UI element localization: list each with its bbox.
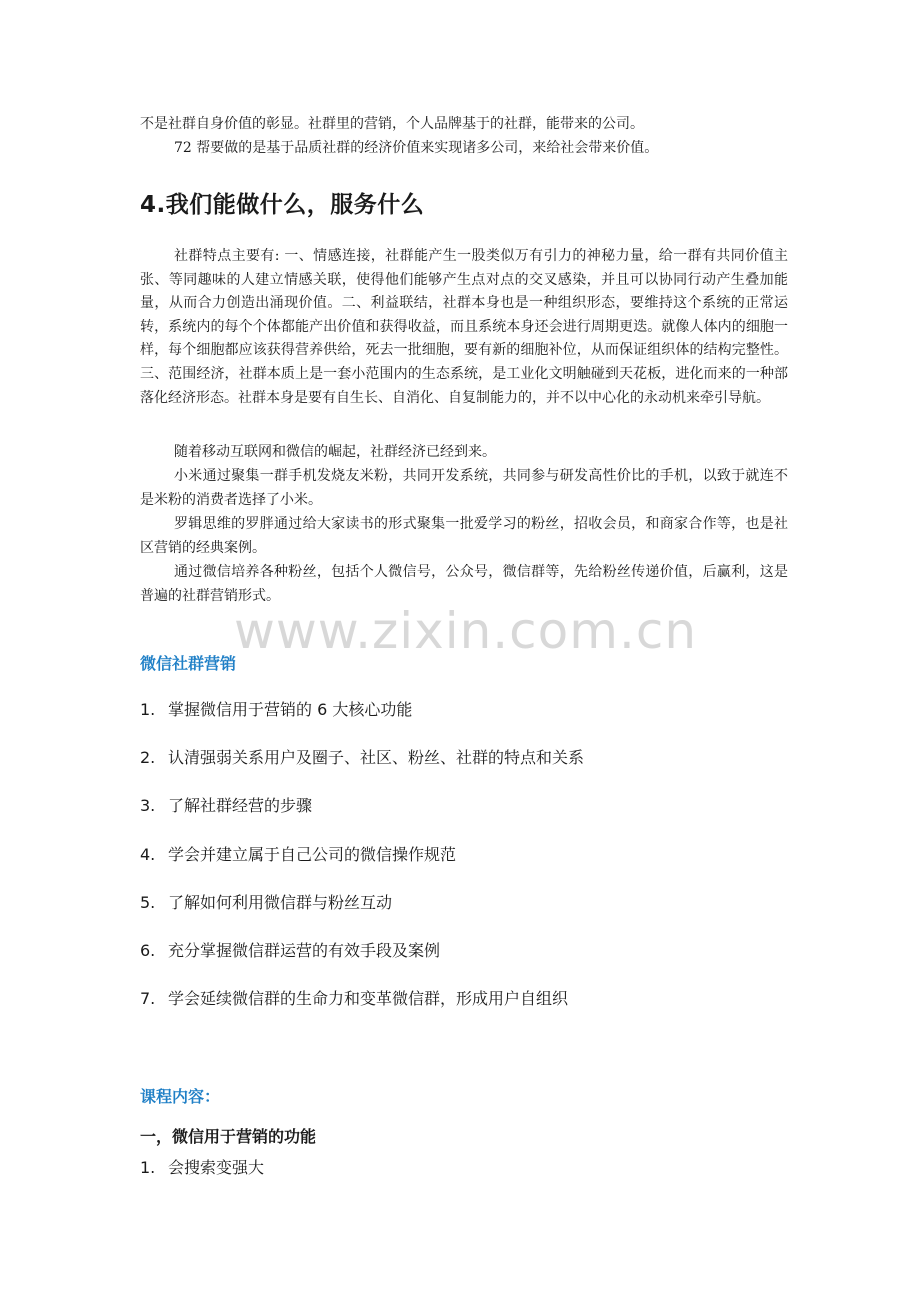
list-item-number: 1. — [140, 700, 156, 719]
list-item-number: 2. — [140, 748, 156, 767]
list-item — [140, 1155, 264, 1178]
list-item — [140, 697, 412, 720]
paragraph-luoji: 罗辑思维的罗胖通过给大家读书的形式聚集一批爱学习的粉丝，招收会员，和商家合作等，也是社区营销的经典案例。 — [140, 516, 788, 556]
wechat-section-title: 微信社群营销 — [140, 654, 237, 673]
list-item-text: 了解社群经营的步骤 — [168, 796, 313, 815]
list-item-text: 会搜索变强大 — [168, 1158, 265, 1177]
section-heading: 4.我们能做什么，服务什么 — [140, 192, 425, 218]
list-item — [140, 890, 392, 913]
list-item — [140, 745, 584, 768]
list-item-number: 3. — [140, 796, 156, 815]
list-item-text: 认清强弱关系用户及圈子、社区、粉丝、社群的特点和关系 — [168, 748, 585, 767]
course-subtitle: 一，微信用于营销的功能 — [140, 1127, 317, 1146]
list-item — [140, 938, 440, 961]
list-item-text: 充分掌握微信群运营的有效手段及案例 — [168, 941, 441, 960]
list-item-text: 学会并建立属于自己公司的微信操作规范 — [168, 845, 457, 864]
course-section-title: 课程内容： — [140, 1087, 221, 1106]
list-item — [140, 986, 568, 1009]
list-item-text: 学会延续微信群的生命力和变革微信群，形成用户自组织 — [168, 989, 569, 1008]
list-item-number: 1. — [140, 1158, 156, 1177]
watermark: www.zixin.com.cn — [234, 602, 698, 660]
list-item-number: 6. — [140, 941, 156, 960]
paragraph-mobile-internet: 随着移动互联网和微信的崛起，社群经济已经到来。 — [174, 444, 496, 460]
list-item — [140, 842, 456, 865]
paragraph-wechat-fans: 通过微信培养各种粉丝，包括个人微信号，公众号，微信群等，先给粉丝传递价值，后赢利，这是普遍的社群营销形式。 — [140, 564, 788, 604]
paragraph-xiaomi: 小米通过聚集一群手机发烧友米粉，共同开发系统，共同参与研发高性价比的手机，以致于就连不是米粉的消费者选择了小米。 — [140, 468, 788, 508]
list-item — [140, 793, 312, 816]
list-item-number: 7. — [140, 989, 156, 1008]
paragraph-intro-end: 不是社群自身价值的彰显。社群里的营销，个人品牌基于的社群，能带来的公司。 — [140, 116, 644, 132]
list-item-number: 5. — [140, 893, 156, 912]
paragraph-72-bang: 72 帮要做的是基于品质社群的经济价值来实现诸多公司，来给社会带来价值。 — [174, 140, 659, 156]
list-item-number: 4. — [140, 845, 156, 864]
list-item-text: 掌握微信用于营销的 6 大核心功能 — [168, 700, 413, 719]
list-item-text: 了解如何利用微信群与粉丝互动 — [168, 893, 393, 912]
paragraph-community-features: 社群特点主要有: 一、情感连接，社群能产生一股类似万有引力的神秘力量，给一群有共同价值主张、等同趣味的人建立情感关联，使得他们能够产生点对点的交叉感染，并且可以协同行动产生叠加能量，从而合力创造出涌现价值。二、利益联结，社群本身也是一种组织形态，要维持这个系统的正常运转，系统内的每个个体都能产出价值和获得收益，而且系统本身还会进行周期更迭。就像人体内的细胞一样，每个细胞都应该获得营养供给，死去一批细胞，要有新的细胞补位，从而保证组织体的结构完整性。三、范围经济，社群本质上是一套小范围内的生态系统，是工业化文明触碰到天花板，进化而来的一种部落化经济形态。社群本身是要有自生长、自消化、自复制能力的，并不以中心化的永动机来牵引导航。 — [140, 248, 788, 406]
